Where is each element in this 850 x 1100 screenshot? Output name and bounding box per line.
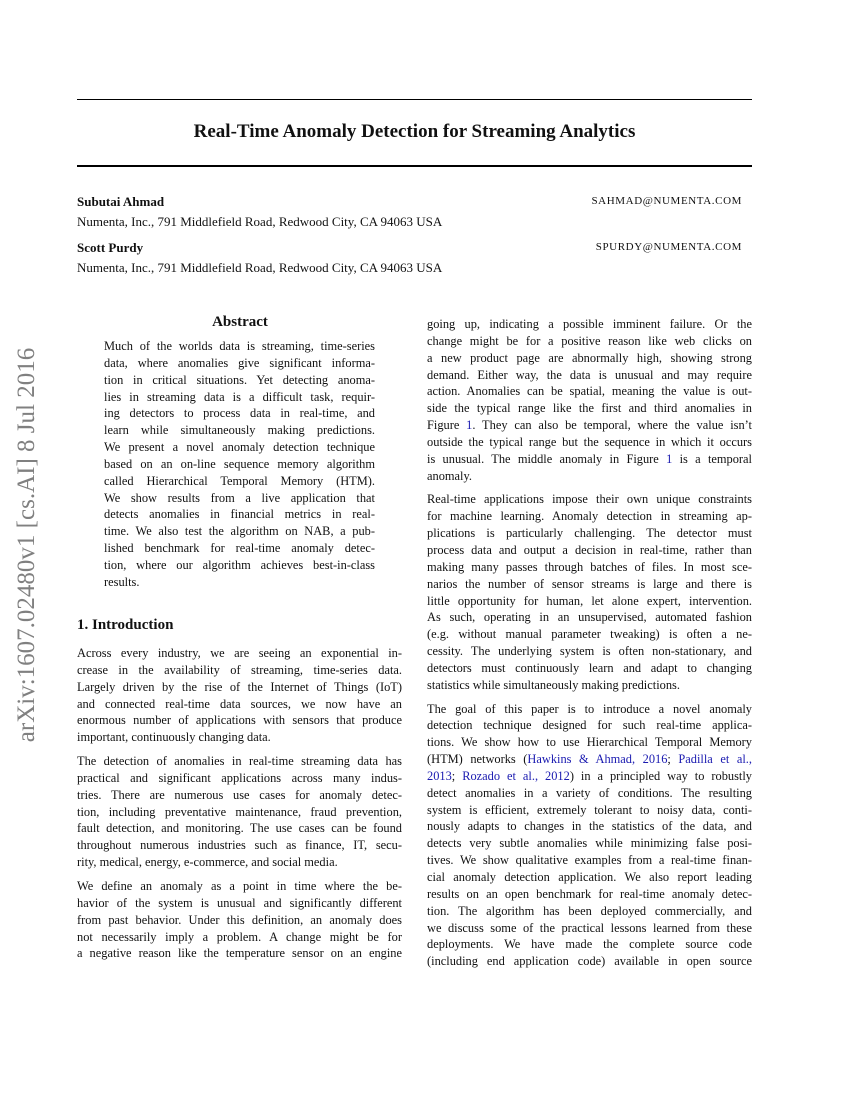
text-run: Figure xyxy=(427,418,467,433)
text-line: results. xyxy=(104,574,140,589)
paragraph xyxy=(427,316,752,484)
text-line: We show results from a live application that xyxy=(104,490,375,505)
abstract-body xyxy=(104,338,375,591)
left-column-body xyxy=(77,645,402,969)
author-affiliation: Numenta, Inc., 791 Middlefield Road, Redwood City, CA 94063 USA xyxy=(77,214,443,229)
text-line: tions. We show how to use Hierarchical Temporal Memory xyxy=(427,735,752,750)
text-line: lished benchmark for real-time anomaly detec- xyxy=(104,541,375,556)
abstract-heading: Abstract xyxy=(212,314,268,330)
text-line: Much of the worlds data is streaming, time-series xyxy=(104,339,375,353)
text-line: outside the typical range but the sequence in which it occurs xyxy=(427,434,752,449)
author-name: Subutai Ahmad xyxy=(77,194,165,209)
text-line: anomaly. xyxy=(427,468,472,483)
text-line: As such, operating in an unsupervised, automated fashion xyxy=(427,610,752,625)
text-line: cessity. The underlying system is often non-stationary, and xyxy=(427,644,752,659)
text-line: throughout numerous industries such as finance, IT, secu- xyxy=(77,838,402,853)
author-affiliation: Numenta, Inc., 791 Middlefield Road, Redwood City, CA 94063 USA xyxy=(77,260,443,275)
header-rule-bottom xyxy=(77,165,752,167)
citation-link[interactable]: Hawkins & Ahmad, 2016 xyxy=(527,752,668,767)
text-run: is a temporal xyxy=(672,451,752,466)
paragraph xyxy=(77,753,402,871)
text-line: Across every industry, we are seeing an exponential in- xyxy=(77,646,402,660)
text-line: based on an on-line sequence memory algorithm xyxy=(104,456,375,471)
text-line: little opportunity for human, let alone expert, intervention. xyxy=(427,593,752,608)
text-run: ; xyxy=(667,752,679,767)
citation-link[interactable]: Padilla et al., xyxy=(678,752,752,767)
text-line: enormous number of applications with sensors that produce xyxy=(77,713,402,728)
text-line: (including end application code) available in open source xyxy=(427,954,752,969)
author-name: Scott Purdy xyxy=(77,240,144,255)
text-run: ; xyxy=(451,768,463,783)
text-line: making many passes through batches of files. In most sce- xyxy=(427,559,752,574)
text-line xyxy=(427,768,752,785)
author-block xyxy=(77,194,742,230)
text-line: We present a novel anomaly detection technique xyxy=(104,440,375,455)
text-run: (HTM) networks ( xyxy=(427,752,528,767)
text-line: action. Anomalies can be spatial, meaning the value is out- xyxy=(427,384,752,399)
text-line: plications is particularly challenging. The detector must xyxy=(427,526,752,541)
text-line: data, where anomalies give significant informa- xyxy=(104,355,375,370)
text-line: and connected real-time data sources, we now have an xyxy=(77,696,402,711)
text-line: time. We also test the algorithm on NAB, a pub- xyxy=(104,524,375,539)
text-line: from past behavior. Under this definition, an anomaly does xyxy=(77,912,402,927)
text-line: The detection of anomalies in real-time streaming data has xyxy=(77,754,402,769)
text-line: practical and significant applications across many indus- xyxy=(77,770,402,785)
text-line: results on an open benchmark for real-time anomaly detec- xyxy=(427,886,752,901)
text-line: detects very subtle anomalies while minimizing false posi- xyxy=(427,836,752,851)
text-line: fault detection, and monitoring. The use cases can be found xyxy=(77,821,402,836)
text-line: going up, indicating a possible imminent failure. Or the xyxy=(427,317,752,331)
text-line: deployments. We have made the complete source code xyxy=(427,937,752,952)
text-line: detection technique designed for such real-time applica- xyxy=(427,718,752,733)
figure-reference-link[interactable]: 1 xyxy=(666,451,673,466)
text-line: detectors must continuously learn and adapt to changing xyxy=(427,660,752,675)
paragraph xyxy=(427,701,752,971)
text-line: a negative reason like the temperature sensor on an engine xyxy=(77,946,402,961)
text-line: Largely driven by the rise of the Internet of Things (IoT) xyxy=(77,679,402,694)
text-line: crease in the availability of streaming, time-series data. xyxy=(77,662,402,677)
text-line: narios the number of sensor streams is large and there is xyxy=(427,576,752,591)
text-line: tion, including preventative maintenance, fraud prevention, xyxy=(77,804,402,819)
text-line: system is efficient, extremely tolerant to noisy data, conti- xyxy=(427,802,752,817)
author-email[interactable]: SPURDY@NUMENTA.COM xyxy=(595,241,742,253)
text-line: detects anomalies in financial metrics in real- xyxy=(104,507,375,522)
text-line: process data and output a decision in real-time, rather than xyxy=(427,542,752,557)
header-rule-top xyxy=(77,99,752,100)
text-line: for machine learning. Anomaly detection in streaming ap- xyxy=(427,509,752,524)
paragraph xyxy=(77,645,402,746)
figure-reference-link[interactable]: 1 xyxy=(466,418,473,433)
text-line: tion. The algorithm has been deployed commercially, and xyxy=(427,903,752,918)
arxiv-stamp: arXiv:1607.02480v1 [cs.AI] 8 Jul 2016 xyxy=(13,347,40,743)
author-email[interactable]: SAHMAD@NUMENTA.COM xyxy=(591,195,742,207)
text-line: nously adapts to changes in the statistics of the data, and xyxy=(427,819,752,834)
text-line: cial anomaly detection application. We also report leading xyxy=(427,870,752,884)
right-column-body xyxy=(427,316,752,977)
text-run: is unusual. The middle anomaly in Figure xyxy=(427,451,667,466)
text-line: a new product page are abnormally high, showing strong xyxy=(427,350,752,365)
author-block xyxy=(77,240,742,276)
section-heading-introduction: 1. Introduction xyxy=(77,617,174,633)
citation-link[interactable]: Rozado et al., 2012 xyxy=(462,768,570,783)
text-line: tries. There are numerous use cases for anomaly detec- xyxy=(77,787,402,802)
text-line: not necessarily imply a problem. A change might be for xyxy=(77,929,402,944)
text-line: We define an anomaly as a point in time where the be- xyxy=(77,878,402,893)
paper-title: Real-Time Anomaly Detection for Streaming Analytics xyxy=(193,121,636,142)
text-line xyxy=(427,417,752,434)
text-line: important, continuously changing data. xyxy=(77,730,271,745)
text-line: demand. Either way, the data is unusual and may require xyxy=(427,367,752,382)
text-line: The goal of this paper is to introduce a novel anomaly xyxy=(427,701,752,716)
text-line: lies in streaming data is a difficult task, requir- xyxy=(104,389,375,404)
text-line: tives. We show qualitative examples from a real-time finan- xyxy=(427,853,752,868)
text-line: statistics while simultaneously making predictions. xyxy=(427,677,680,692)
paragraph xyxy=(427,491,752,693)
text-line xyxy=(427,751,752,768)
text-line: tion, where our algorithm achieves best-in-class xyxy=(104,557,375,572)
text-line: Real-time applications impose their own unique constraints xyxy=(427,492,752,507)
text-line: ing detectors to process data in real-time, and xyxy=(104,406,375,421)
text-line: we discuss some of the practical lessons learned from these xyxy=(427,920,752,935)
text-run: . They can also be temporal, where the value isn’t xyxy=(472,418,752,433)
text-line: change might be for a positive reason like web clicks on xyxy=(427,333,752,348)
paragraph xyxy=(77,878,402,962)
text-line: detect anomalies in a variety of conditions. The resulting xyxy=(427,785,752,800)
citation-link[interactable]: 2013 xyxy=(427,768,452,783)
text-line: havior of the system is unusual and significantly different xyxy=(77,895,402,910)
text-line: rity, medical, energy, e-commerce, and social media. xyxy=(77,855,338,870)
text-line xyxy=(427,451,752,468)
text-line: called Hierarchical Temporal Memory (HTM). xyxy=(104,473,375,488)
text-line: learn while simultaneously making predictions. xyxy=(104,423,375,438)
text-line: (e.g. without manual parameter tweaking) is often a ne- xyxy=(427,627,752,642)
text-line: tion in critical situations. Yet detecting anoma- xyxy=(104,372,375,387)
text-line: side the typical range like the first and third anomalies in xyxy=(427,401,752,416)
text-run: ) in a principled way to robustly xyxy=(569,768,752,783)
